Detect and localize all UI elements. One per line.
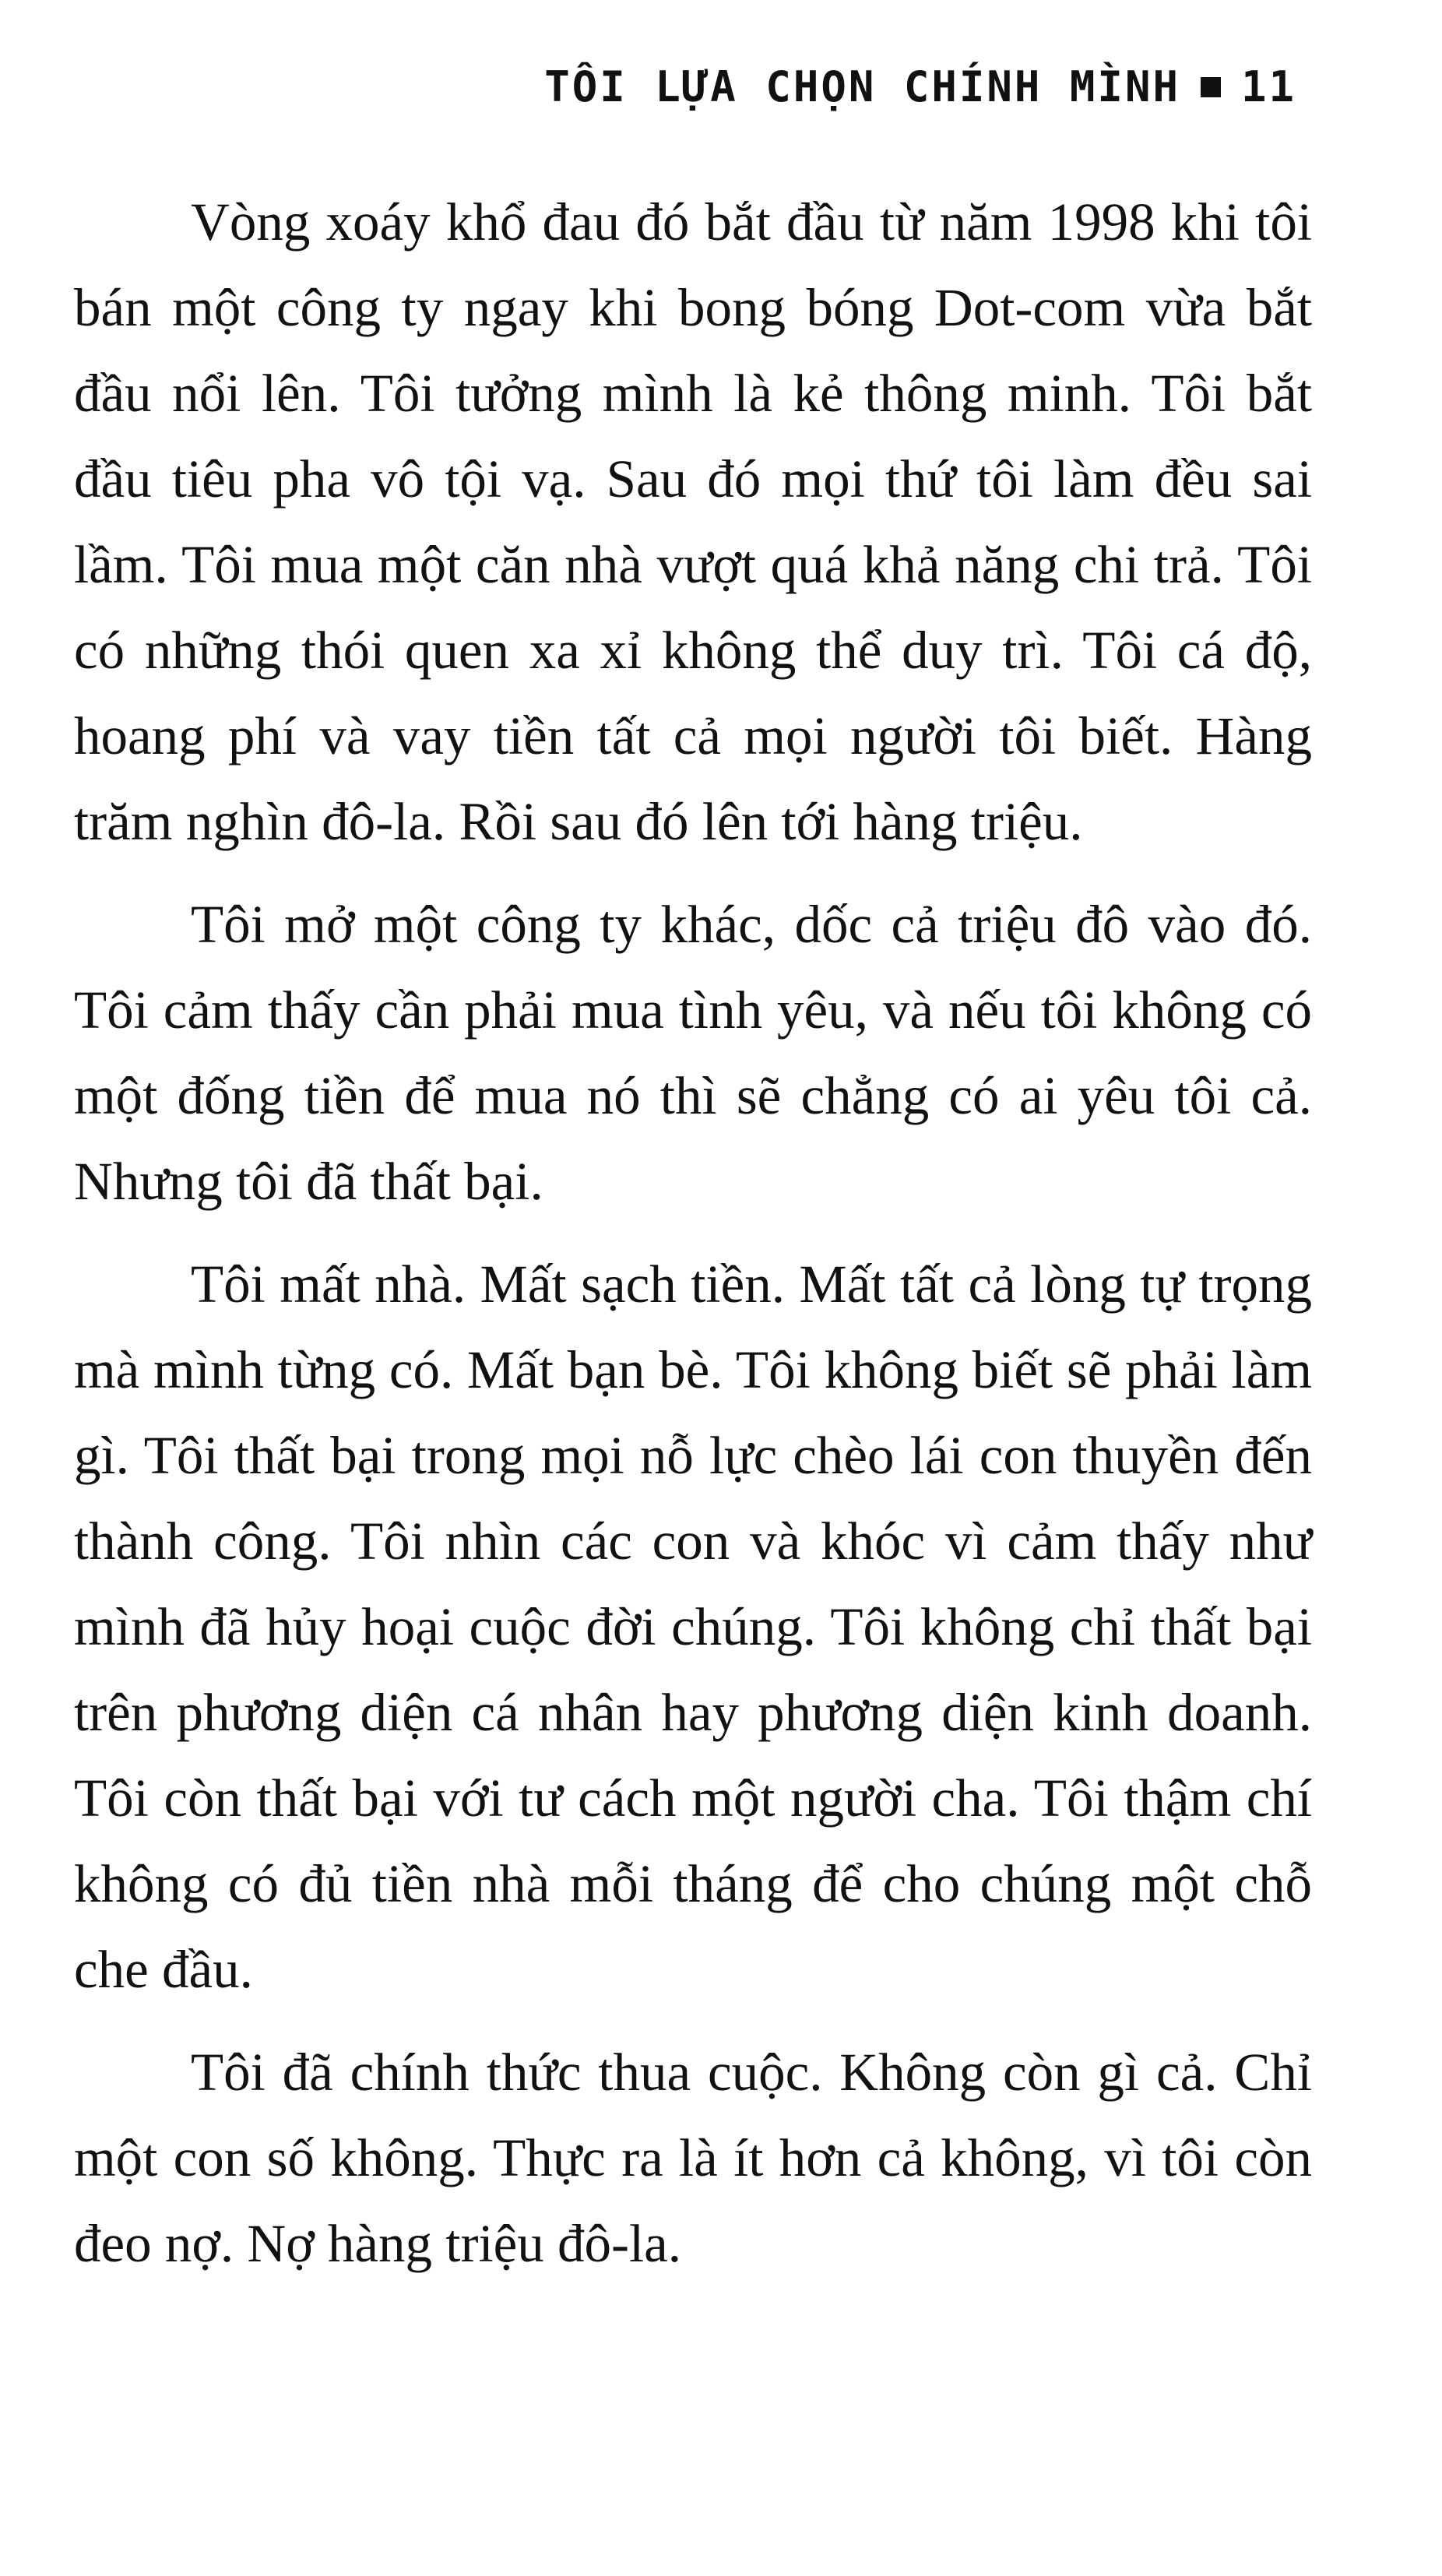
paragraph-4: Tôi đã chính thức thua cuộc. Không còn gì cả. Chỉ một con số không. Thực ra là ít hơn cả không, vì tôi còn đeo nợ. Nợ hàng triệu đô-la. xyxy=(74,2043,1312,2273)
page-number: 11 xyxy=(1240,62,1296,111)
body-text xyxy=(74,179,1312,2303)
paragraph-3: Tôi mất nhà. Mất sạch tiền. Mất tất cả lòng tự trọng mà mình từng có. Mất bạn bè. Tôi không biết sẽ phải làm gì. Tôi thất bại trong mọi nỗ lực chèo lái con thuyền đến thành công. Tôi nhìn các con và khóc vì cảm thấy như mình đã hủy hoại cuộc đời chúng. Tôi không chỉ thất bại trên phương diện cá nhân hay phương diện kinh doanh. Tôi còn thất bại với tư cách một người cha. Tôi thậm chí không có đủ tiền nhà mỗi tháng để cho chúng một chỗ che đầu. xyxy=(74,1255,1312,1999)
square-bullet-icon xyxy=(1201,77,1221,97)
chapter-title: TÔI LỰA CHỌN CHÍNH MÌNH xyxy=(544,62,1180,111)
paragraph-1: Vòng xoáy khổ đau đó bắt đầu từ năm 1998 khi tôi bán một công ty ngay khi bong bóng Dot-com vừa bắt đầu nổi lên. Tôi tưởng mình là kẻ thông minh. Tôi bắt đầu tiêu pha vô tội vạ. Sau đó mọi thứ tôi làm đều sai lầm. Tôi mua một căn nhà vượt quá khả năng chi trả. Tôi có những thói quen xa xỉ không thể duy trì. Tôi cá độ, hoang phí và vay tiền tất cả mọi người tôi biết. Hàng trăm nghìn đô-la. Rồi sau đó lên tới hàng triệu. xyxy=(74,192,1312,851)
paragraph-2: Tôi mở một công ty khác, dốc cả triệu đô vào đó. Tôi cảm thấy cần phải mua tình yêu, và nếu tôi không có một đống tiền để mua nó thì sẽ chẳng có ai yêu tôi cả. Nhưng tôi đã thất bại. xyxy=(74,895,1312,1211)
running-header xyxy=(0,56,1296,118)
